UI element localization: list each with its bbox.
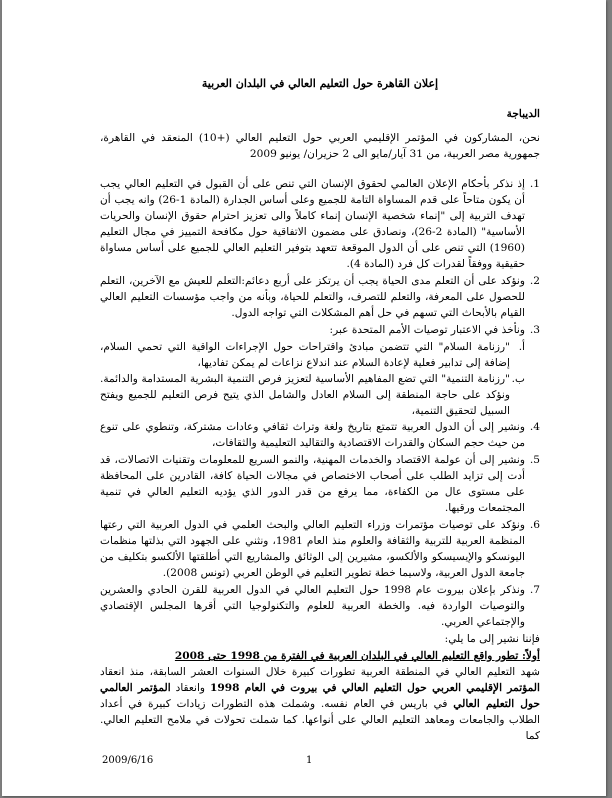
item-number: 2. [529, 275, 540, 287]
section-text: وانعقاد [175, 682, 206, 694]
sub-list-item [100, 339, 540, 371]
item-text: ونذكر بإعلان بيروت عام 1998 حول التعليم العالي في الدول العربية للقرن الحادي والعشرين والتوصيات الواردة فيه. والخطة العربية للعلوم والتكنولوجيا التي أقرها المجلس الإقتصادي والإجتماعي العربي. [100, 584, 525, 628]
item-text: إذ نذكر بأحكام الإعلان العالمي لحقوق الإنسان التي تنص على أن القبول في التعليم العالي يجب أن يكون متاحاً على قدم المساواة التامة للجميع وعلى أساس الجدارة (المادة 1-26) وانه يجب أن تهدف التربية إلى "إنماء شخصية الإنسان إنماء كاملاً والى تعزيز احترام حقوق الإنسان والحريات الأساسية" (المادة 2-26)، ونصادق على مضمون الاتفاقية حول مكافحة التمييز في مجال التعليم (1960) التي تنص على أن الدول الموقعة تتعهد بتوفير التعليم العالي للجميع على أساس مساواة حقيقية ووفقاً لقدرات كل فرد (المادة 4). [100, 178, 525, 270]
closing-line: فإننا نشير إلى ما يلي: [444, 633, 540, 645]
item-number: 7. [529, 584, 540, 596]
list-item [100, 419, 540, 451]
item-number: 5. [529, 454, 540, 466]
item-number: 6. [529, 519, 540, 531]
preamble-heading: الديباجة [506, 108, 540, 120]
sub-list-item [100, 371, 540, 419]
section-paragraph [100, 664, 540, 744]
list-item [100, 273, 540, 321]
item-number: 3. [529, 324, 540, 336]
sub-item-marker: ب. [511, 373, 525, 385]
footer-page-number: 1 [306, 755, 313, 766]
item-text: ونؤكد على توصيات مؤتمرات وزراء التعليم العالي والبحث العلمي في الدول العربية التي رعتها المنظمة العربية للتربية والثقافة والعلوم منذ العام 1981، ونثني على الجهود التي بذلتها منظمات اليونسكو والإيسيسكو والألكسو، مشيرين إلى الوثائق والمشاريع التي أطلقتها الألكسو بتكليف من جامعة الدول العربية، ولاسيما خطة تطوير التعليم في الوطن العربي (تونس 2008). [100, 519, 526, 579]
list-item [100, 582, 540, 630]
document-body [100, 72, 540, 744]
section-bold-text: المؤتمر العالمي حول التعليم العالي [100, 682, 540, 710]
section-bold-text: المؤتمر الإقليمي العربي حول التعليم العالي في بيروت في العام 1998 [210, 682, 540, 694]
document-page [2, 0, 606, 796]
sub-item-text: "رزنامة التنمية" التي تضع المفاهيم الأساسية لتعزيز فرص التنمية البشرية المستدامة والدائمة. ونؤكد على حاجة المنطقة إلى السلام العادل والشامل الذي يتيح فرص التعليم للجميع ويفتح السبيل لتحقيق التنمية، [100, 373, 510, 417]
section-text: في باريس في العام نفسه. وشملت هذه التطورات زيادات كبيرة في أعداد الطلاب والجامعات ومعاهد التعليم العالي على أنواعها. كما شملت تحولات في ملامح التعليم العالي. كما [100, 698, 540, 742]
section-text: شهد التعليم العالي في المنطقة العربية تطورات كبيرة خلال السنوات العشر السابقة، منذ انعقاد [100, 666, 540, 678]
list-item [100, 517, 540, 581]
sub-item-text: "رزنامة السلام" التي تتضمن مبادئ واقتراحات حول الإجراءات الواقية التي تحمي السلام، إضافة إلى تدابير فعلية لإعادة السلام عند اندلاع نزاعات لم يمكن تفاديها، [100, 341, 510, 369]
intro-paragraph: نحن، المشاركون في المؤتمر الإقليمي العربي حول التعليم العالي (+10) المنعقد في القاهرة، جمهورية مصر العربية، من 31 آيار/مايو الى 2 حزيران/ يونيو 2009 [100, 132, 541, 160]
list-item [100, 176, 540, 272]
item-number: 4. [529, 421, 540, 433]
item-text: ونأخذ في الاعتبار توصيات الأمم المتحدة عبر: [329, 324, 525, 336]
numbered-list [100, 176, 540, 630]
section-heading: أولاً: تطور واقع التعليم العالي في البلدان العربية في الفترة من 1998 حتى 2008 [174, 650, 540, 662]
footer-date: 2009/6/16 [102, 755, 154, 766]
item-text: ونؤكد على أن التعلم مدى الحياة يجب أن يرتكز على أربع دعائم:التعلم للعيش مع الآخرين، التعلم للحصول على المعرفة، والتعلم للتصرف، والتعلم للحياة، وبأنه من واجب مؤسسات التعليم العالي القيام بالأبحاث التي تسهم في حل أهم المشكلات التي تواجه الدول. [100, 275, 525, 319]
item-number: 1. [529, 178, 540, 190]
list-item [100, 322, 540, 338]
sub-item-marker: أ. [518, 341, 525, 353]
item-text: ونشير إلى أن الدول العربية تتمتع بتاريخ ولغة وتراث ثقافي وعادات مشتركة، وتنطوي على تنوع من حيث حجم السكان والقدرات الاقتصادية والتقاليد التعليمية والثقافات، [100, 421, 525, 449]
item-text: ونشير إلى أن عولمة الاقتصاد والخدمات المهنية، والنمو السريع للمعلومات وتقنيات الاتصالات، قد أدت إلى تزايد الطلب على أصحاب الاختصاص في مجالات الحياة كافة، القادرين على المحافظة على مستوى عال من الكفاءة، مما يرفع من قدر الدور الذي يؤديه التعليم العالي في تنمية المجتمعات ورقيها. [100, 454, 525, 514]
document-title: إعلان القاهرة حول التعليم العالي في البلدان العربية [201, 77, 439, 90]
list-item [100, 452, 540, 516]
